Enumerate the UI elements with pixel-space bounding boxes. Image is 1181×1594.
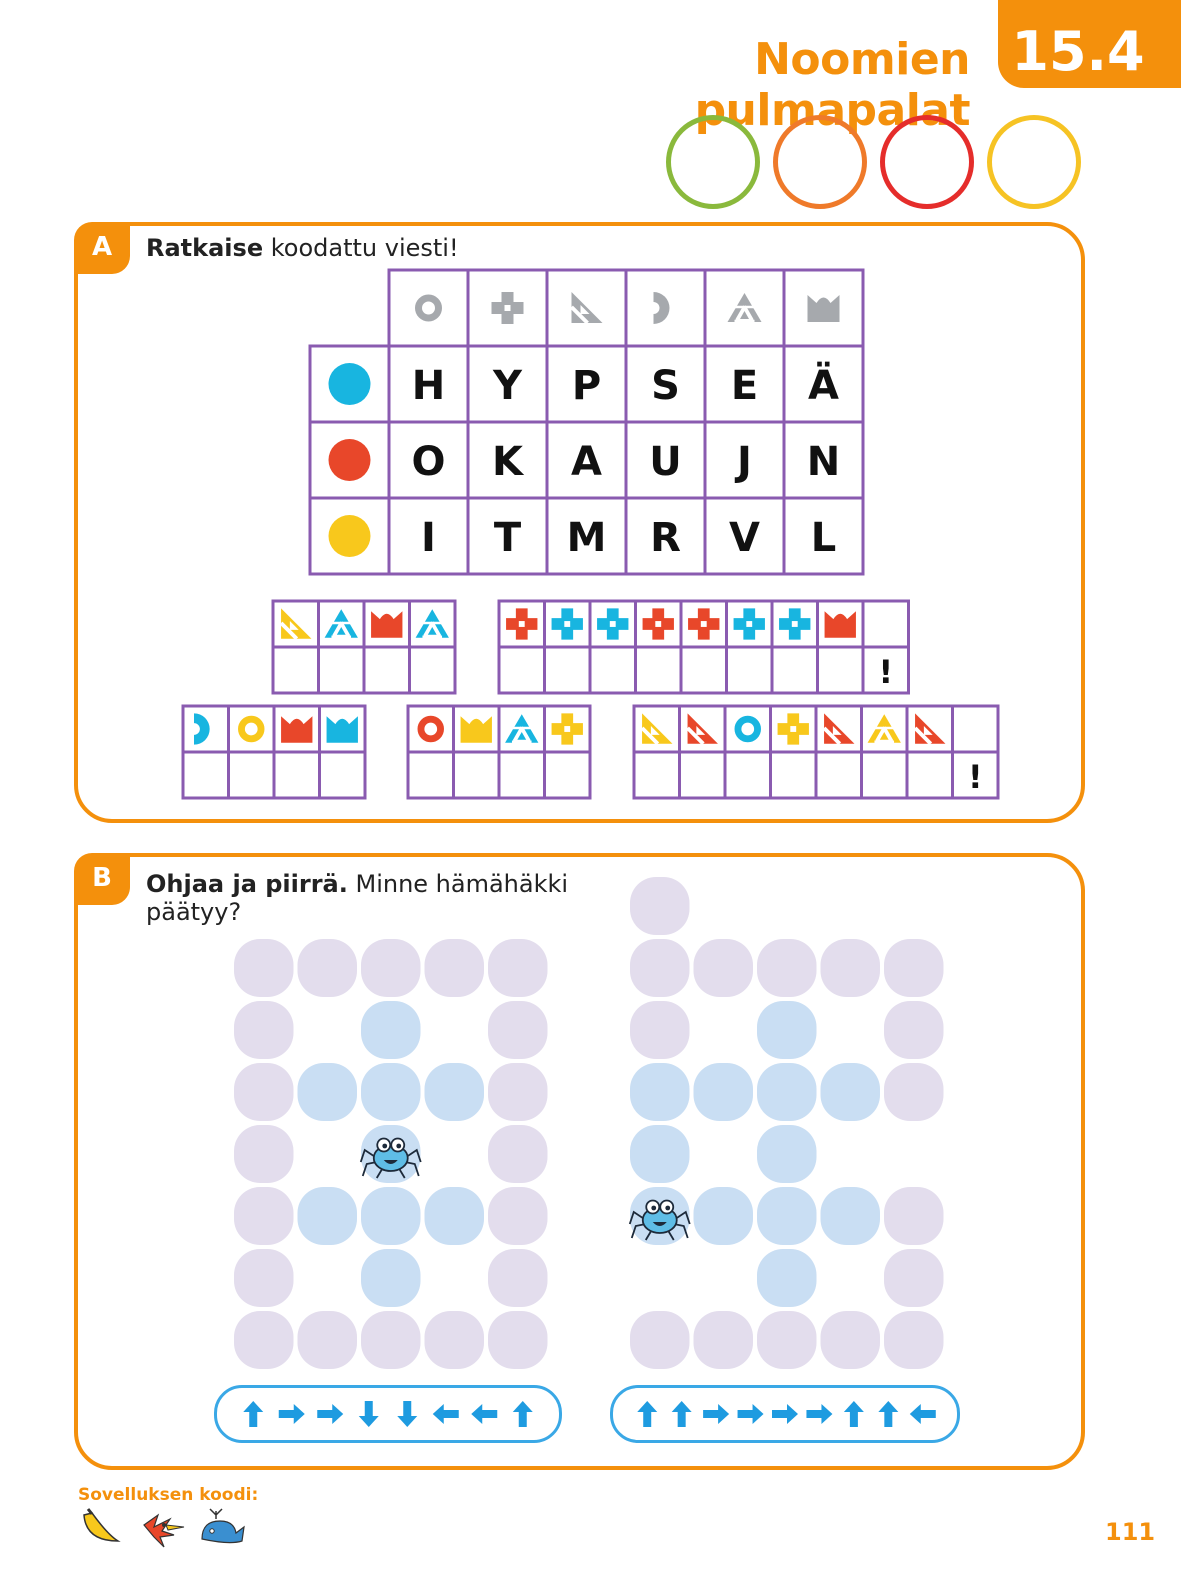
grid-cell[interactable] <box>757 1187 817 1245</box>
cipher-letter: N <box>806 439 841 485</box>
cipher-letter: I <box>421 515 436 561</box>
command-strip-2 <box>610 1385 960 1443</box>
instruction-verb: Ohjaa ja piirrä. <box>146 870 348 898</box>
grid-cell[interactable] <box>488 1311 548 1369</box>
grid-cell[interactable] <box>488 1001 548 1059</box>
spider-grid-1 <box>234 939 548 1369</box>
instruction-text: Minne hämähäkki päätyy? <box>146 870 569 926</box>
grid-cell[interactable] <box>298 1187 358 1245</box>
grid-cell[interactable] <box>821 1063 881 1121</box>
grid-cell[interactable] <box>757 1311 817 1369</box>
grid-cell[interactable] <box>234 939 294 997</box>
exclamation-mark: ! <box>878 653 894 691</box>
grid-cell[interactable] <box>884 1187 944 1245</box>
grid-cell[interactable] <box>361 1311 421 1369</box>
grid-cell[interactable] <box>757 939 817 997</box>
grid-cell[interactable] <box>884 1001 944 1059</box>
grid-cell[interactable] <box>630 1063 690 1121</box>
grid-cell[interactable] <box>425 939 485 997</box>
banana-icon <box>84 1509 118 1541</box>
grid-cell[interactable] <box>298 939 358 997</box>
grid-cell[interactable] <box>630 1311 690 1369</box>
cipher-letter: R <box>650 515 681 561</box>
cipher-letter: H <box>411 363 446 409</box>
grid-cell[interactable] <box>361 939 421 997</box>
cipher-letter: Ä <box>808 363 839 409</box>
page-title: Noomien pulmapalat <box>694 34 970 136</box>
grid-cell[interactable] <box>884 1311 944 1369</box>
cipher-letter: M <box>566 515 607 561</box>
cipher-letter: Y <box>493 363 522 409</box>
grid-cell[interactable] <box>488 1187 548 1245</box>
grid-cell[interactable] <box>630 939 690 997</box>
cipher-letter: V <box>729 515 760 561</box>
grid-cell[interactable] <box>425 1187 485 1245</box>
section-a-tab: A <box>74 222 130 274</box>
command-strip-1 <box>214 1385 562 1443</box>
instruction-text: koodattu viesti! <box>263 234 459 262</box>
grid-cell[interactable] <box>694 1311 754 1369</box>
grid-cell[interactable] <box>488 1249 548 1307</box>
grid-cell[interactable] <box>694 1187 754 1245</box>
cipher-letter: J <box>737 439 752 485</box>
cipher-letter: T <box>493 515 522 561</box>
grid-cell[interactable] <box>757 1125 817 1183</box>
grid-cell[interactable] <box>234 1249 294 1307</box>
cipher-letter: A <box>571 439 602 485</box>
instruction-verb: Ratkaise <box>146 234 264 262</box>
grid-cell[interactable] <box>234 1063 294 1121</box>
grid-cell[interactable] <box>234 1125 294 1183</box>
cipher-letter: E <box>730 363 759 409</box>
grid-cell[interactable] <box>694 939 754 997</box>
grid-cell[interactable] <box>821 1311 881 1369</box>
grid-cell[interactable] <box>821 1187 881 1245</box>
section-b-tab: B <box>74 853 130 905</box>
grid-cell[interactable] <box>234 1187 294 1245</box>
grid-cell[interactable] <box>298 1311 358 1369</box>
bird-icon <box>144 1515 184 1547</box>
chapter-number: 15.4 <box>1011 20 1145 83</box>
cipher-letter: K <box>492 439 523 485</box>
grid-cell[interactable] <box>488 1125 548 1183</box>
grid-cell[interactable] <box>234 1311 294 1369</box>
grid-cell[interactable] <box>361 1187 421 1245</box>
grid-cell[interactable] <box>488 1063 548 1121</box>
grid-cell[interactable] <box>298 1063 358 1121</box>
grid-cell[interactable] <box>234 1001 294 1059</box>
grid-cell[interactable] <box>694 1063 754 1121</box>
grid-cell[interactable] <box>630 1125 690 1183</box>
cipher-letter: S <box>651 363 680 409</box>
cipher-letter: O <box>411 439 446 485</box>
cipher-letter: L <box>810 515 837 561</box>
app-code-icons <box>78 1505 248 1549</box>
grid-cell[interactable] <box>425 1311 485 1369</box>
grid-cell[interactable] <box>884 1063 944 1121</box>
grid-cell[interactable] <box>361 1001 421 1059</box>
grid-cell[interactable] <box>884 939 944 997</box>
grid-cell[interactable] <box>757 1249 817 1307</box>
spider-grid-2 <box>630 877 944 1369</box>
exclamation-mark: ! <box>967 758 983 796</box>
grid-cell[interactable] <box>361 1063 421 1121</box>
cipher-letter: U <box>649 439 682 485</box>
cipher-letter: P <box>571 363 602 409</box>
grid-cell[interactable] <box>821 939 881 997</box>
grid-cell[interactable] <box>488 939 548 997</box>
grid-cell[interactable] <box>630 877 690 935</box>
page-number: 111 <box>1105 1518 1156 1546</box>
grid-cell[interactable] <box>757 1001 817 1059</box>
grid-cell[interactable] <box>757 1063 817 1121</box>
whale-icon <box>202 1509 244 1543</box>
grid-cell[interactable] <box>884 1249 944 1307</box>
grid-cell[interactable] <box>361 1249 421 1307</box>
app-code-label: Sovelluksen koodi: <box>78 1485 259 1505</box>
grid-cell[interactable] <box>630 1001 690 1059</box>
grid-cell[interactable] <box>425 1063 485 1121</box>
